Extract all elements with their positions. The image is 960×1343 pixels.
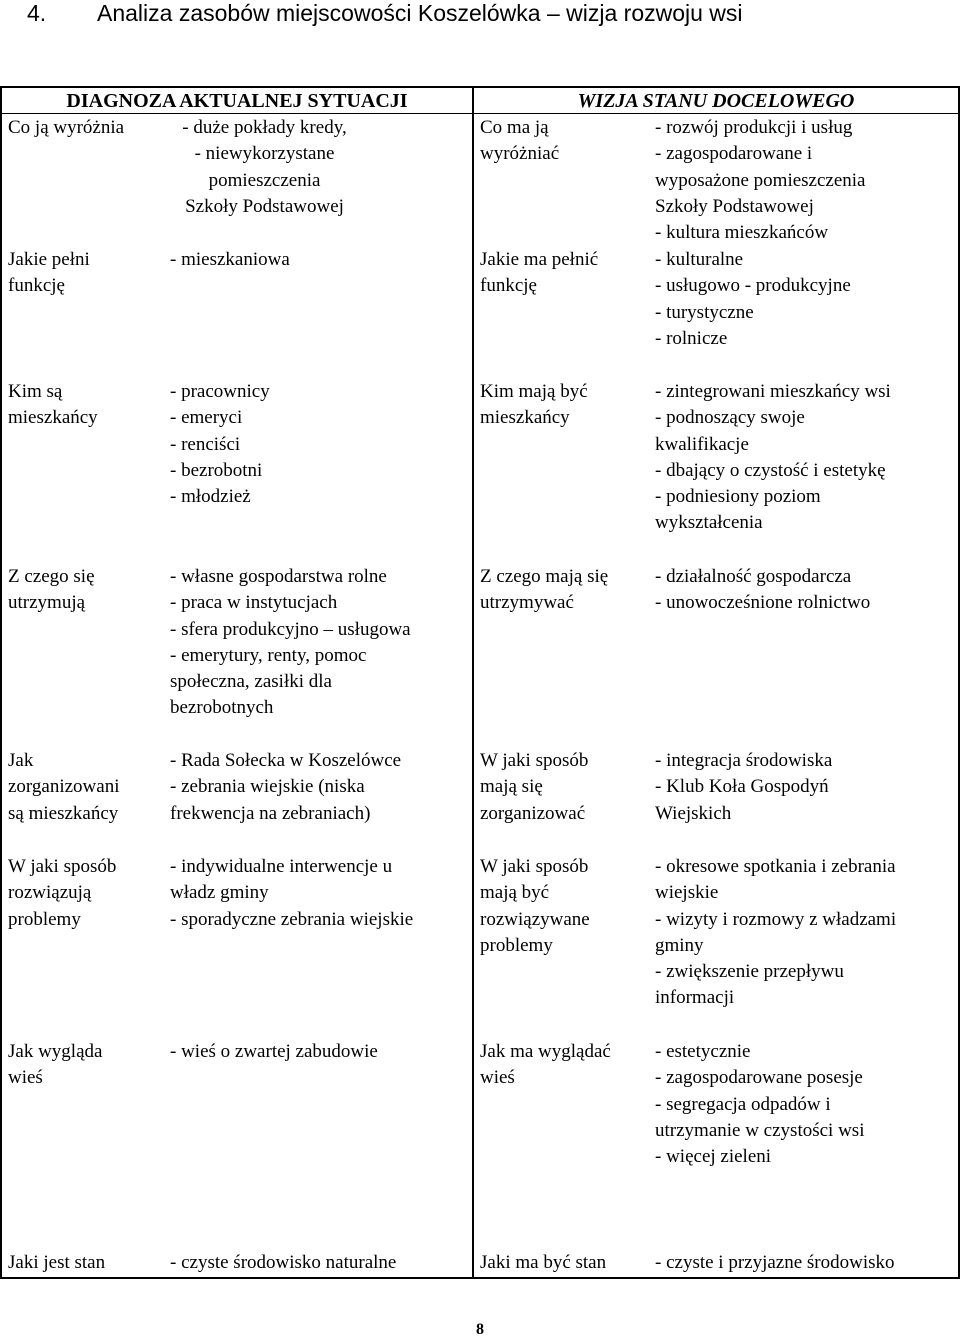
current-question: Z czego się utrzymują: [8, 566, 95, 614]
target-question: Jakie ma pełnić funkcję: [480, 249, 599, 297]
current-question: Jak zorganizowani są mieszkańcy: [8, 750, 120, 824]
target-answer: - działalność gospodarcza - unowocześnione rolnictwo: [655, 566, 871, 614]
table-bottom-border: [0, 1277, 960, 1279]
section-title: Analiza zasobów miejscowości Koszelówka – wizja rozwoju wsi: [97, 0, 743, 26]
target-question: Co ma ją wyróżniać: [480, 117, 560, 165]
target-answer: - czyste i przyjazne środowisko: [655, 1252, 895, 1273]
analysis-table: [0, 86, 960, 1279]
target-answer: - integracja środowiska - Klub Koła Gospodyń Wiejskich: [655, 750, 833, 824]
target-answer: - zintegrowani mieszkańcy wsi - podnoszący swoje kwalifikacje - dbający o czystość i estetykę - podniesiony poziom wykształcenia: [655, 381, 891, 534]
section-number: 4.: [27, 0, 47, 26]
target-question: Z czego mają się utrzymywać: [480, 566, 609, 614]
table-middle-divider: [472, 86, 474, 1279]
target-question: Jaki ma być stan: [480, 1252, 607, 1273]
table-left-border: [0, 86, 2, 1279]
current-question: W jaki sposób rozwiązują problemy: [8, 856, 117, 930]
current-question: Kim są mieszkańcy: [8, 381, 98, 429]
section-heading: [27, 0, 743, 28]
target-answer: - okresowe spotkania i zebrania wiejskie - wizyty i rozmowy z władzami gminy - zwiększenie przepływu informacji: [655, 856, 897, 1009]
current-answer: - pracownicy - emeryci - renciści - bezrobotni - młodzież: [170, 381, 270, 508]
diagnosis-header: DIAGNOZA AKTUALNEJ SYTUACJI: [66, 90, 408, 112]
vision-header: WIZJA STANU DOCELOWEGO: [577, 90, 855, 112]
page-number: 8: [476, 1321, 484, 1338]
current-question: Co ją wyróżnia: [8, 117, 125, 138]
current-answer: - własne gospodarstwa rolne - praca w instytucjach - sfera produkcyjno – usługowa - emerytury, renty, pomoc społeczna, zasiłki dla bezrobotnych: [170, 566, 411, 719]
current-answer: - duże pokłady kredy, - niewykorzystane pomieszczenia Szkoły Podstawowej: [182, 117, 347, 217]
target-question: Kim mają być mieszkańcy: [480, 381, 588, 429]
target-question: W jaki sposób mają się zorganizować: [480, 750, 589, 824]
current-answer: - Rada Sołecka w Koszelówce - zebrania wiejskie (niska frekwencja na zebraniach): [170, 750, 402, 824]
target-answer: - kulturalne - usługowo - produkcyjne - turystyczne - rolnicze: [655, 249, 851, 349]
target-answer: - rozwój produkcji i usług - zagospodarowane i wyposażone pomieszczenia Szkoły Podstawowej - kultura mieszkańców: [655, 117, 866, 244]
current-answer: - wieś o zwartej zabudowie: [170, 1041, 378, 1062]
target-question: Jak ma wyglądać wieś: [480, 1041, 611, 1089]
current-answer: - czyste środowisko naturalne: [170, 1252, 397, 1273]
target-answer: - estetycznie - zagospodarowane posesje - segregacja odpadów i utrzymanie w czystości wsi - więcej zieleni: [655, 1041, 865, 1168]
current-question: Jak wygląda wieś: [8, 1041, 103, 1089]
current-answer: - mieszkaniowa: [170, 249, 290, 270]
current-question: Jakie pełni funkcję: [8, 249, 90, 297]
current-answer: - indywidualne interwencje u władz gminy - sporadyczne zebrania wiejskie: [170, 856, 414, 930]
current-question: Jaki jest stan: [8, 1252, 106, 1273]
target-question: W jaki sposób mają być rozwiązywane problemy: [480, 856, 590, 956]
